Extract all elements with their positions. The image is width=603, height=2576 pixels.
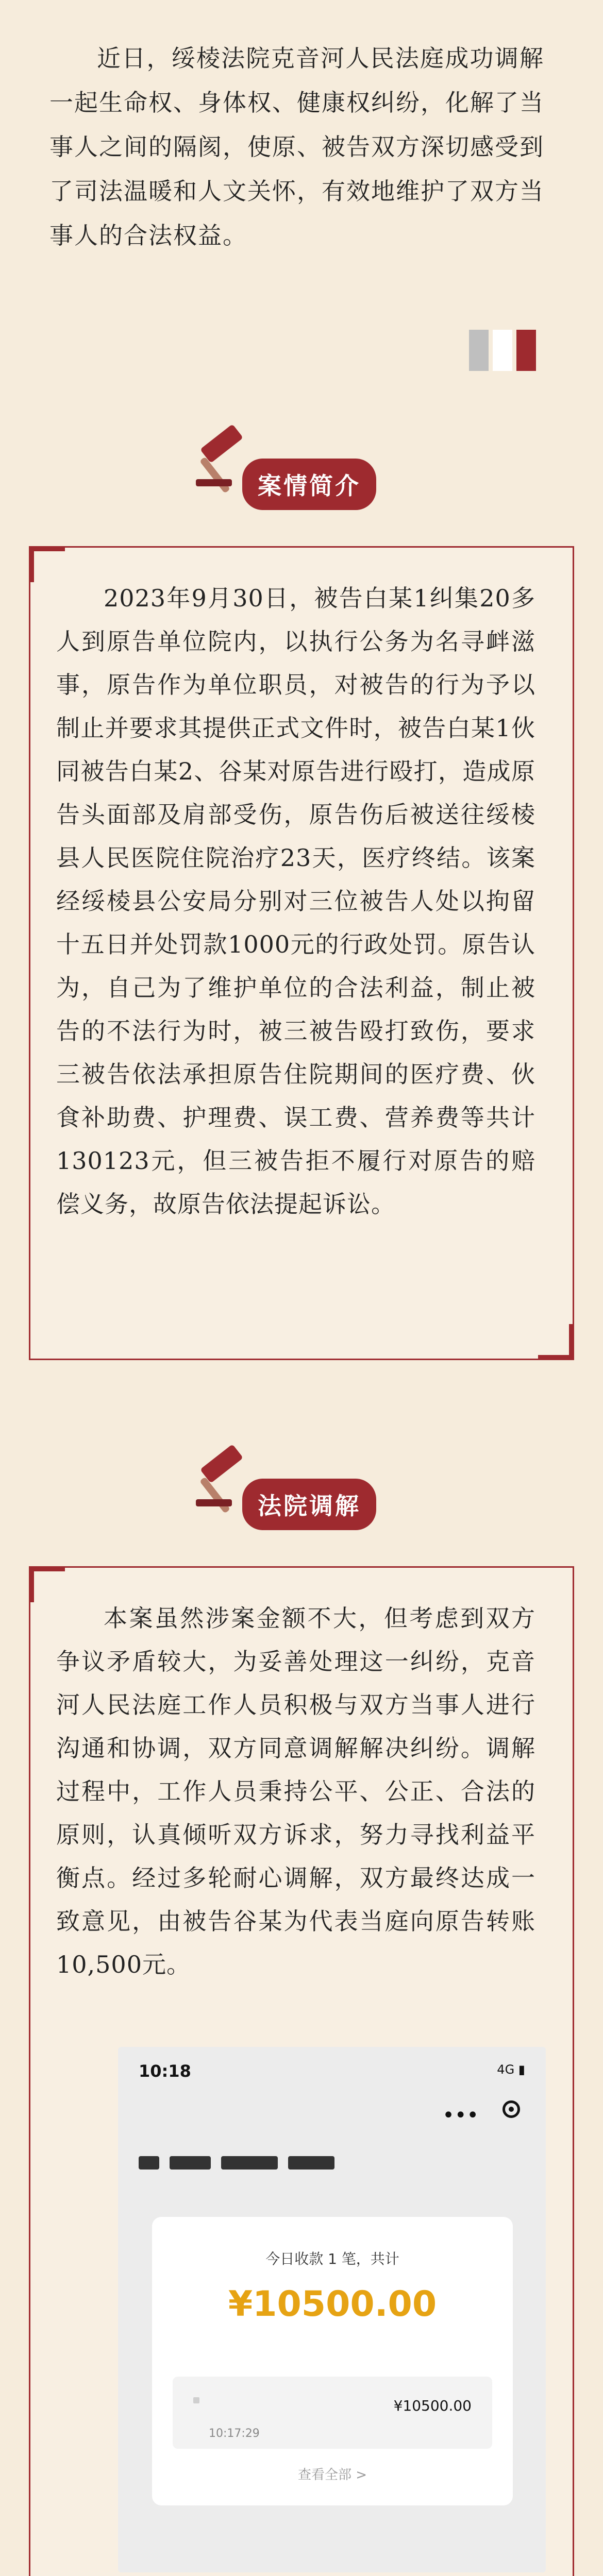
case-section [0,428,603,1396]
receipt-row [173,2377,492,2449]
mediation-card [29,1566,574,2576]
case-text [56,577,535,1226]
redacted-text [170,2156,211,2170]
mediation-text [56,1597,535,1986]
grey-bar [469,330,489,371]
view-all-link[interactable]: 查看全部 > [297,2467,367,2483]
white-bar [493,330,512,371]
decorative-bars [469,330,541,371]
status-signal: 4G ▮ [497,2062,525,2077]
corner-decoration [538,1324,574,1360]
receipt-row-amount: ¥10500.00 [393,2397,472,2414]
receipt-total-amount: ¥10500.00 [228,2284,437,2325]
redacted-text [288,2156,334,2170]
mediation-section [0,1448,603,2576]
red-bar [516,330,536,371]
payment-receipt-screenshot [118,2047,546,2572]
redacted-text [221,2156,278,2170]
case-section-title: 案情简介 [242,459,376,510]
intro-paragraph: 近日，绥棱法院克音河人民法庭成功调解一起生命权、身体权、健康权纠纷，化解了当事人之间的隔阂，使原、被告双方深切感受到了司法温暖和人文关怀，有效地维护了双方当事人的合法权益。 [49,44,544,249]
target-icon[interactable] [502,2100,520,2118]
redacted-icon [193,2397,199,2403]
case-card [29,546,574,1360]
mediation-section-title: 法院调解 [242,1479,376,1530]
receipt-panel [152,2217,513,2505]
more-icon[interactable]: ••• [442,2104,479,2127]
redacted-text [139,2156,159,2170]
receipt-caption: 今日收款 1 笔，共计 [265,2250,399,2267]
intro-section [0,0,603,428]
receipt-row-time: 10:17:29 [209,2427,260,2440]
case-paragraph: 2023年9月30日，被告白某1纠集20多人到原告单位院内，以执行公务为名寻衅滋事，原告作为单位职员，对被告的行为予以制止并要求其提供正式文件时，被告白某1伙同被告白某2、谷某对原告进行殴打，造成原告头面部及肩部受伤，原告伤后被送往绥棱县人民医院住院治疗23天，医疗终结。该案经绥棱县公安局分别对三位被告人处以拘留十五日并处罚款1000元的行政处罚。原告认为，自己为了维护单位的合法利益，制止被告的不法行为时，被三被告殴打致伤，要求三被告依法承担原告住院期间的医疗费、伙食补助费、护理费、误工费、营养费等共计130123元，但三被告拒不履行对原告的赔偿义务，故原告依法提起诉讼。 [56,584,535,1218]
mediation-paragraph: 本案虽然涉案金额不大，但考虑到双方争议矛盾较大，为妥善处理这一纠纷，克音河人民法庭工作人员积极与双方当事人进行沟通和协调，双方同意调解解决纠纷。调解过程中，工作人员秉持公平、公正、合法的原则，认真倾听双方诉求，努力寻找利益平衡点。经过多轮耐心调解，双方最终达成一致意见，由被告谷某为代表当庭向原告转账10,500元。 [56,1604,535,1978]
status-time: 10:18 [139,2061,191,2081]
